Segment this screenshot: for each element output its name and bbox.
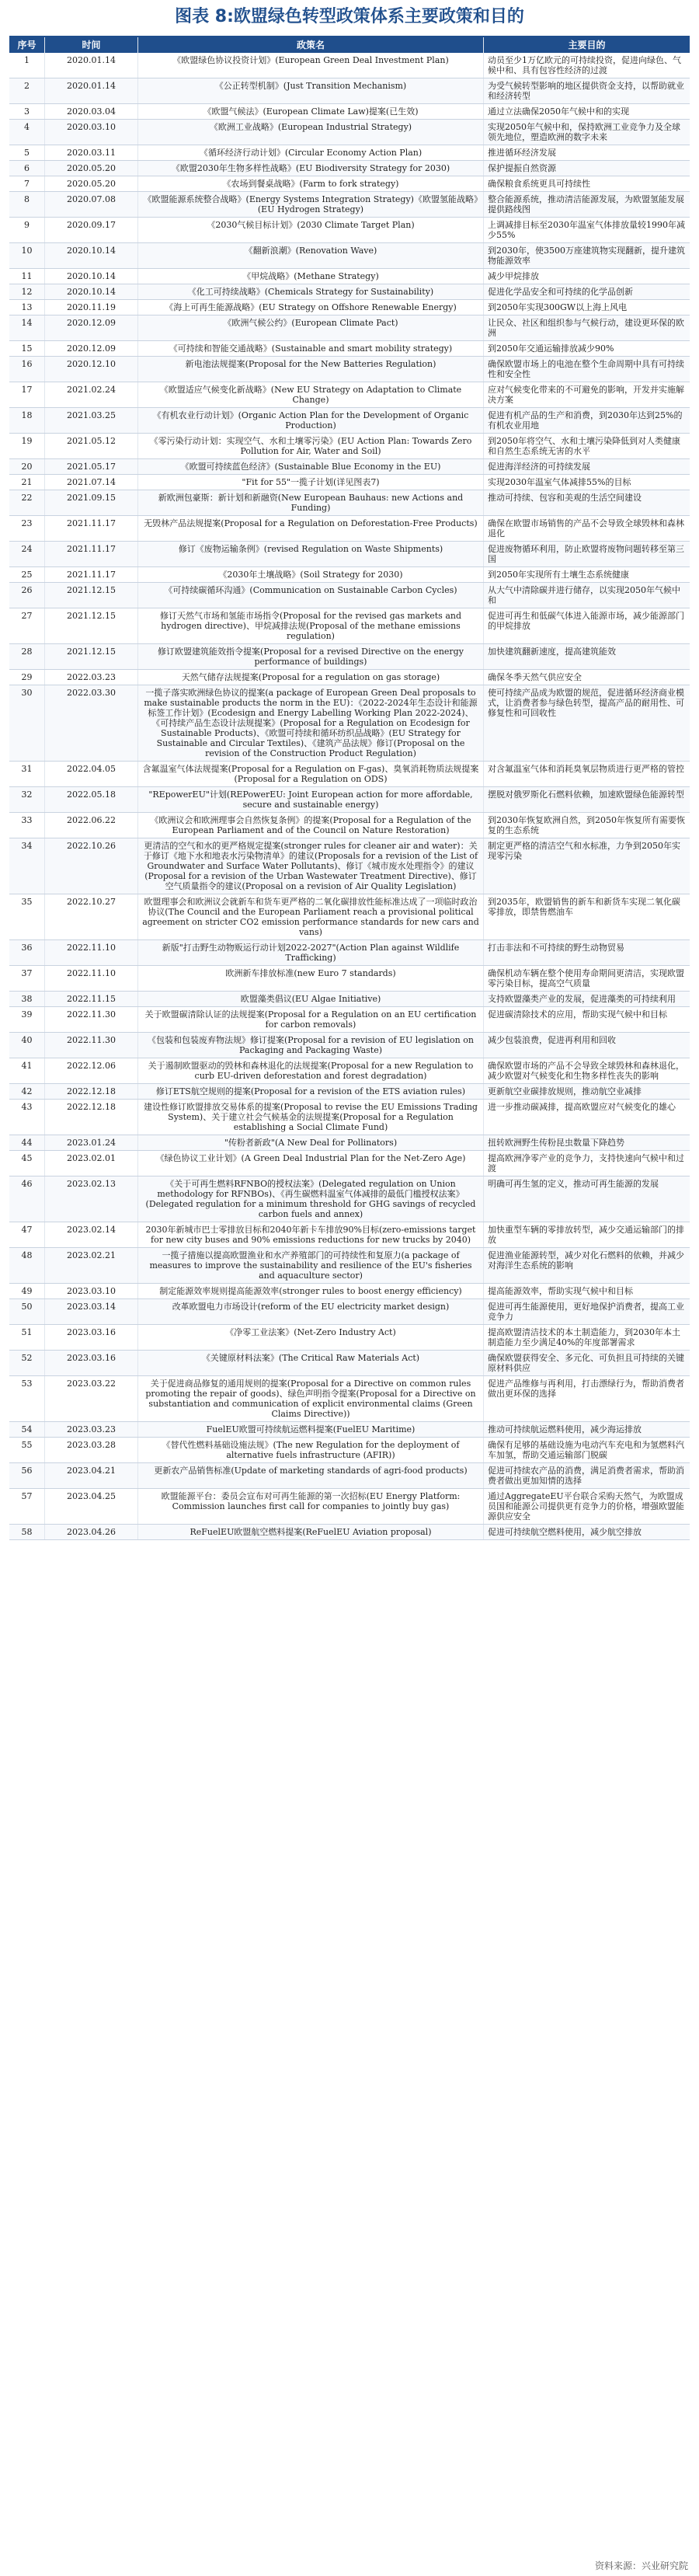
- cell-goal: 促进产品维修与再利用，打击漂绿行为，帮助消费者做出更环保的选择: [488, 1379, 684, 1399]
- cell-goal: 到2030年恢复欧洲自然，到2050年恢复所有需要恢复的生态系统: [488, 815, 685, 835]
- cell-no: 18: [9, 408, 45, 433]
- cell-goal: 推动可持续、包容和美观的生活空间建设: [488, 493, 642, 503]
- table-row: [9, 966, 690, 992]
- table-row: [9, 475, 690, 490]
- cell-no: 44: [9, 1135, 45, 1150]
- table-row: [9, 762, 690, 787]
- table-row: [9, 685, 690, 762]
- cell-goal: 提高能源效率，帮助实现气候中和目标: [488, 1286, 633, 1296]
- cell-goal: 确保有足够的基础设施为电动汽车充电和为氢燃料汽车加氢，帮助交通运输部门脱碳: [488, 1440, 684, 1460]
- cell-goal: 到2050年实现300GW以上海上风电: [488, 302, 628, 312]
- cell-date: 2023.03.14: [45, 1299, 138, 1324]
- cell-no: 28: [9, 644, 45, 669]
- cell-date: 2021.05.17: [45, 459, 138, 474]
- cell-no: 45: [9, 1151, 45, 1176]
- cell-no: 15: [9, 341, 45, 356]
- cell-date: 2020.01.14: [45, 78, 138, 103]
- cell-goal: 加快建筑翻新速度，提高建筑能效: [488, 647, 616, 657]
- cell-date: 2023.03.23: [45, 1422, 138, 1437]
- table-row: [9, 608, 690, 644]
- cell-goal: 推动可持续航运燃料使用，减少海运排放: [488, 1424, 642, 1434]
- cell-no: 51: [9, 1325, 45, 1350]
- cell-date: 2022.05.18: [45, 787, 138, 812]
- cell-no: 27: [9, 608, 45, 643]
- cell-no: 11: [9, 269, 45, 284]
- cell-policy: 《甲烷战略》(Methane Strategy): [138, 269, 484, 284]
- table-row: [9, 1135, 690, 1151]
- cell-no: 55: [9, 1438, 45, 1462]
- table-row: [9, 1376, 690, 1422]
- cell-date: 2020.05.20: [45, 161, 138, 176]
- cell-no: 38: [9, 992, 45, 1006]
- cell-policy: 2030年新城市巴士零排放目标和2040年新卡车排放90%目标(zero-emissions target for new city buses and 90% emissions reductions for new trucks by 2040): [138, 1222, 484, 1247]
- cell-goal: 减少甲烷排放: [488, 271, 539, 281]
- cell-goal: 支持欧盟藻类产业的发展，促进藻类的可持续利用: [488, 994, 676, 1004]
- table-row: [9, 53, 690, 78]
- cell-date: 2022.12.06: [45, 1058, 138, 1083]
- table-row: [9, 382, 690, 408]
- cell-goal: 促进废物循环利用，防止欧盟将废物问题转移至第三国: [488, 544, 684, 564]
- cell-no: 13: [9, 300, 45, 315]
- cell-policy: 新电池法规提案(Proposal for the New Batteries Regulation): [138, 357, 484, 382]
- cell-policy: 关于促进商品修复的通用规则的提案(Proposal for a Directive on common rules promoting the repair of goods)、绿色声明指令提案(Proposal for a Directive on substantiation and communication of explicit environmental claims (Green Claims Directive)): [138, 1376, 484, 1421]
- policy-table: [9, 36, 690, 1540]
- cell-goal: 促进可持续农产品的消费，满足消费者需求，帮助消费者做出更加知情的选择: [488, 1466, 684, 1486]
- cell-no: 48: [9, 1248, 45, 1283]
- table-row: [9, 1084, 690, 1100]
- table-row: [9, 838, 690, 894]
- cell-goal: 对含氟温室气体和消耗臭氧层物质进行更严格的管控: [488, 764, 684, 774]
- cell-goal: 促进海洋经济的可持续发展: [488, 462, 590, 472]
- cell-date: 2022.12.18: [45, 1100, 138, 1135]
- cell-date: 2020.12.10: [45, 357, 138, 382]
- table-row: [9, 300, 690, 315]
- table-row: [9, 992, 690, 1007]
- cell-no: 56: [9, 1463, 45, 1488]
- cell-date: 2020.10.14: [45, 243, 138, 268]
- cell-date: 2022.11.10: [45, 940, 138, 965]
- cell-date: 2023.02.14: [45, 1222, 138, 1247]
- cell-policy: 《海上可再生能源战略》(EU Strategy on Offshore Renewable Energy): [138, 300, 484, 315]
- cell-policy: 《欧盟气候法》(European Climate Law)提案(已生效): [138, 104, 484, 119]
- cell-date: 2020.09.17: [45, 218, 138, 242]
- cell-goal: 促进渔业能源转型，减少对化石燃料的依赖，并减少对海洋生态系统的影响: [488, 1250, 684, 1271]
- cell-date: 2022.03.30: [45, 685, 138, 761]
- cell-policy: "REpowerEU"计划(REPowerEU: Joint European action for more affordable, secure and sustainable energy): [138, 787, 484, 812]
- cell-goal: 提高欧盟清洁技术的本土制造能力，到2030年本土制造能力至少满足40%的年度部署需求: [488, 1327, 680, 1347]
- table-row: [9, 813, 690, 838]
- table-row: [9, 1489, 690, 1525]
- cell-no: 42: [9, 1084, 45, 1099]
- table-row: [9, 1325, 690, 1351]
- cell-date: 2023.03.10: [45, 1284, 138, 1298]
- cell-policy: 欧盟理事会和欧洲议会就新车和货车更严格的二氧化碳排放性能标准达成了一项临时政治协议(The Council and the European Parliament reach a provisional political agreement on stricter CO2 emission performance standards for new cars and vans): [138, 894, 484, 939]
- cell-no: 9: [9, 218, 45, 242]
- cell-policy: 《公正转型机制》(Just Transition Mechanism): [138, 78, 484, 103]
- cell-policy: 改革欧盟电力市场设计(reform of the EU electricity market design): [138, 1299, 484, 1324]
- cell-goal: 到2050年将空气、水和土壤污染降低到对人类健康和自然生态系统无害的水平: [488, 436, 680, 456]
- cell-no: 34: [9, 838, 45, 894]
- table-row: [9, 176, 690, 192]
- cell-policy: 《可持续和智能交通战略》(Sustainable and smart mobility strategy): [138, 341, 484, 356]
- cell-goal: 促进可持续航空燃料使用，减少航空排放: [488, 1527, 642, 1537]
- table-row: [9, 542, 690, 567]
- cell-no: 12: [9, 284, 45, 299]
- table-row: [9, 1351, 690, 1376]
- cell-goal: 到2050年实现所有土壤生态系统健康: [488, 570, 629, 580]
- cell-no: 54: [9, 1422, 45, 1437]
- table-row: [9, 161, 690, 176]
- cell-policy: 一揽子落实欧洲绿色协议的提案(a package of European Green Deal proposals to make sustainable products the norm in the EU)：《2022-2024年生态设计和能源标签工作计划》(Ecodesign and Energy Labelling Working Plan 2022-2024)、《可持续产品生态设计法规提案》(Proposal for a Regulation on Ecodesign for Sustainable Products)、《欧盟可持续和循环纺织品战略》(EU Strategy for Sustainable and Circular Textiles)、《建筑产品法规》修订(Proposal on the revision of the Construction Product Regulation): [138, 685, 484, 761]
- table-row: [9, 1463, 690, 1489]
- table-row: [9, 78, 690, 104]
- table-row: [9, 1422, 690, 1438]
- cell-policy: 欧盟藻类倡议(EU Algae Initiative): [138, 992, 484, 1006]
- cell-policy: 《关键原材料法案》(The Critical Raw Materials Act): [138, 1351, 484, 1375]
- table-row: [9, 1284, 690, 1299]
- cell-policy: 《欧洲气候公约》(European Climate Pact): [138, 315, 484, 340]
- cell-date: 2020.05.20: [45, 176, 138, 191]
- cell-date: 2021.11.17: [45, 542, 138, 566]
- cell-no: 25: [9, 567, 45, 582]
- cell-policy: 关于欧盟碳清除认证的法规提案(Proposal for a Regulation on an EU certification for carbon removals): [138, 1007, 484, 1032]
- cell-policy: 制定能源效率规则提高能源效率(stronger rules to boost energy efficiency): [138, 1284, 484, 1298]
- cell-goal: 确保机动车辆在整个使用寿命期间更清洁，实现欧盟零污染目标，提高空气质量: [488, 968, 684, 988]
- cell-goal: 确保冬季天然气供应安全: [488, 672, 582, 682]
- cell-policy: 更清洁的空气和水的更严格规定提案(stronger rules for cleaner air and water)：关于修订《地下水和地表水污染物清单》的建议(Proposals for a revision of the List of Groundwater and Surface Water Pollutants)、修订《城市废水处理指令》的建议(Proposal for a revision of the Urban Wastewater Treatment Directive)、修订空气质量指令的建议(Proposal on a revision of Air Quality Legislation): [138, 838, 484, 894]
- cell-goal: 扭转欧洲野生传粉昆虫数量下降趋势: [488, 1138, 624, 1148]
- cell-policy: 欧盟能源平台：委员会宣布对可再生能源的第一次招标(EU Energy Platform: Commission launches first call for companies to jointly buy gas): [138, 1489, 484, 1524]
- cell-goal: 加快重型车辆的零排放转型，减少交通运输部门的排放: [488, 1225, 684, 1245]
- cell-date: 2022.04.05: [45, 762, 138, 786]
- table-row: [9, 408, 690, 434]
- table-row: [9, 1007, 690, 1033]
- cell-no: 23: [9, 516, 45, 541]
- cell-policy: 《净零工业法案》(Net-Zero Industry Act): [138, 1325, 484, 1350]
- cell-date: 2020.12.09: [45, 341, 138, 356]
- cell-no: 7: [9, 176, 45, 191]
- cell-no: 16: [9, 357, 45, 382]
- cell-date: 2022.11.15: [45, 992, 138, 1006]
- cell-date: 2020.03.11: [45, 145, 138, 160]
- cell-goal: 确保粮食系统更具可持续性: [488, 179, 590, 189]
- cell-date: 2023.04.25: [45, 1489, 138, 1524]
- cell-policy: 修订欧盟建筑能效指令提案(Proposal for a revised Directive on the energy performance of buildings): [138, 644, 484, 669]
- cell-goal: 通过AggregateEU平台联合采购天然气，为欧盟成员国和能源公司提供更有竞争力的价格，增强欧盟能源供应安全: [488, 1491, 684, 1522]
- cell-policy: 《化工可持续战略》(Chemicals Strategy for Sustainability): [138, 284, 484, 299]
- table-row: [9, 567, 690, 583]
- cell-date: 2020.10.14: [45, 284, 138, 299]
- cell-date: 2023.01.24: [45, 1135, 138, 1150]
- cell-policy: 《循环经济行动计划》(Circular Economy Action Plan): [138, 145, 484, 160]
- table-row: [9, 940, 690, 966]
- header-date: 时间: [45, 37, 138, 53]
- cell-no: 41: [9, 1058, 45, 1083]
- cell-policy: 《关于可再生燃料RFNBO的授权法案》(Delegated regulation on Union methodology for RFNBOs)、《再生碳燃料温室气体减排的最低门槛授权法案》(Delegated regulation for a minimum threshold for GHG savings of recycled carbon fuels and annex): [138, 1176, 484, 1222]
- cell-date: 2021.07.14: [45, 475, 138, 490]
- cell-date: 2022.03.23: [45, 670, 138, 685]
- cell-no: 31: [9, 762, 45, 786]
- cell-no: 40: [9, 1033, 45, 1058]
- cell-policy: 新欧洲包豪斯：新计划和新融资(New European Bauhaus: new Actions and Funding): [138, 490, 484, 515]
- page-title: 图表 8:欧盟绿色转型政策体系主要政策和目的: [175, 7, 524, 26]
- cell-date: 2020.03.10: [45, 120, 138, 145]
- table-row: [9, 1058, 690, 1084]
- cell-goal: 整合能源系统，推动清洁能源发展，为欧盟氢能发展提供路线图: [488, 194, 684, 214]
- table-row: [9, 192, 690, 218]
- cell-date: 2020.10.14: [45, 269, 138, 284]
- cell-no: 2: [9, 78, 45, 103]
- cell-no: 4: [9, 120, 45, 145]
- cell-goal: 使可持续产品成为欧盟的规范，促进循环经济商业模式，让消费者参与绿色转型，提高产品的耐用性、可修复性和可回收性: [488, 688, 684, 718]
- cell-no: 22: [9, 490, 45, 515]
- cell-policy: "传粉者新政"(A New Deal for Pollinators): [138, 1135, 484, 1150]
- cell-policy: 《可持续碳循环沟通》(Communication on Sustainable Carbon Cycles): [138, 583, 484, 608]
- cell-policy: 《欧洲工业战略》(European Industrial Strategy): [138, 120, 484, 145]
- cell-policy: 一揽子措施以提高欧盟渔业和水产养殖部门的可持续性和复原力(a package of measures to improve the sustainability and resilience of the EU's fisheries and aquaculture sector): [138, 1248, 484, 1283]
- cell-no: 39: [9, 1007, 45, 1032]
- cell-policy: 《有机农业行动计划》(Organic Action Plan for the Development of Organic Production): [138, 408, 484, 433]
- cell-goal: 到2050年交通运输排放减少90%: [488, 343, 614, 354]
- cell-date: 2023.03.16: [45, 1325, 138, 1350]
- table-row: [9, 1248, 690, 1284]
- cell-goal: 实现2050年气候中和，保持欧洲工业竞争力及全球领先地位，塑造欧洲的数字未来: [488, 122, 680, 142]
- cell-date: 2021.09.15: [45, 490, 138, 515]
- table-row: [9, 1176, 690, 1222]
- cell-goal: 确保在欧盟市场销售的产品不会导致全球毁林和森林退化: [488, 518, 684, 539]
- table-row: [9, 243, 690, 269]
- cell-goal: 让民众、社区和组织参与气候行动，建设更环保的欧洲: [488, 318, 684, 338]
- table-row: [9, 1222, 690, 1248]
- cell-goal: 进一步推动碳减排，提高欧盟应对气候变化的雄心: [488, 1102, 676, 1112]
- cell-goal: 为受气候转型影响的地区提供资金支持，以帮助就业和经济转型: [488, 81, 684, 101]
- cell-no: 1: [9, 53, 45, 78]
- table-row: [9, 341, 690, 357]
- table-row: [9, 894, 690, 940]
- table-row: [9, 1525, 690, 1540]
- cell-policy: 《零污染行动计划：实现空气、水和土壤零污染》(EU Action Plan: Towards Zero Pollution for Air, Water and Soil): [138, 434, 484, 458]
- cell-goal: 促进碳清除技术的应用，帮助实现气候中和目标: [488, 1009, 667, 1020]
- cell-date: 2023.02.01: [45, 1151, 138, 1176]
- cell-goal: 确保欧盟市场上的电池在整个生命周期中具有可持续性和安全性: [488, 359, 684, 379]
- cell-goal: 到2030年，使3500万座建筑物实现翻新，提升建筑物能源效率: [488, 246, 685, 266]
- cell-date: 2022.11.30: [45, 1007, 138, 1032]
- source-note: 资料来源：兴业研究院: [594, 2560, 688, 2571]
- cell-no: 5: [9, 145, 45, 160]
- cell-date: 2022.06.22: [45, 813, 138, 838]
- cell-policy: 《绿色协议工业计划》(A Green Deal Industrial Plan for the Net-Zero Age): [138, 1151, 484, 1176]
- cell-date: 2023.02.21: [45, 1248, 138, 1283]
- cell-date: 2022.11.10: [45, 966, 138, 991]
- header-goal: 主要目的: [568, 40, 606, 51]
- cell-goal: 促进有机产品的生产和消费，到2030年达到25%的有机农业用地: [488, 410, 683, 430]
- cell-date: 2021.02.24: [45, 382, 138, 407]
- cell-policy: 无毁林产品法规提案(Proposal for a Regulation on Deforestation-Free Products): [138, 516, 484, 541]
- cell-policy: 《2030气候目标计划》(2030 Climate Target Plan): [138, 218, 484, 242]
- cell-no: 35: [9, 894, 45, 939]
- cell-date: 2023.03.22: [45, 1376, 138, 1421]
- cell-date: 2021.12.15: [45, 644, 138, 669]
- cell-date: 2023.03.16: [45, 1351, 138, 1375]
- table-row: [9, 583, 690, 608]
- table-row: [9, 670, 690, 685]
- header-no: 序号: [9, 37, 45, 53]
- cell-date: 2022.12.18: [45, 1084, 138, 1099]
- cell-no: 32: [9, 787, 45, 812]
- cell-no: 8: [9, 192, 45, 217]
- cell-date: 2021.12.15: [45, 583, 138, 608]
- table-row: [9, 1438, 690, 1463]
- cell-date: 2021.12.15: [45, 608, 138, 643]
- cell-date: 2020.12.09: [45, 315, 138, 340]
- cell-policy: 修订天然气市场和氢能市场指令(Proposal for the revised gas markets and hydrogen directive)、甲烷减排法规(Proposal of the methane emissions regulation): [138, 608, 484, 643]
- cell-no: 36: [9, 940, 45, 965]
- cell-policy: 修订《废物运输条例》(revised Regulation on Waste Shipments): [138, 542, 484, 566]
- table-row: [9, 1151, 690, 1176]
- table-row: [9, 1100, 690, 1135]
- table-row: [9, 269, 690, 284]
- cell-no: 49: [9, 1284, 45, 1298]
- cell-date: 2023.03.28: [45, 1438, 138, 1462]
- cell-date: 2021.11.17: [45, 516, 138, 541]
- cell-no: 33: [9, 813, 45, 838]
- header-policy: 政策名: [138, 37, 484, 53]
- cell-date: 2021.05.12: [45, 434, 138, 458]
- table-row: [9, 104, 690, 120]
- cell-policy: 《欧盟可持续蓝色经济》(Sustainable Blue Economy in the EU): [138, 459, 484, 474]
- cell-goal: 通过立法确保2050年气候中和的实现: [488, 106, 629, 117]
- cell-policy: 《欧盟2030年生物多样性战略》(EU Biodiversity Strategy for 2030): [138, 161, 484, 176]
- cell-no: 6: [9, 161, 45, 176]
- cell-no: 58: [9, 1525, 45, 1539]
- cell-policy: "Fit for 55"一揽子计划(详见图表7): [138, 475, 484, 490]
- cell-policy: 《农场到餐桌战略》(Farm to fork strategy): [138, 176, 484, 191]
- table-row: [9, 120, 690, 145]
- cell-policy: 《包装和包装废弃物法规》修订提案(Proposal for a revision of EU legislation on Packaging and Packaging Waste): [138, 1033, 484, 1058]
- table-row: [9, 516, 690, 542]
- cell-date: 2020.03.04: [45, 104, 138, 119]
- cell-no: 29: [9, 670, 45, 685]
- table-row: [9, 284, 690, 300]
- cell-no: 17: [9, 382, 45, 407]
- cell-policy: 更新农产品销售标准(Update of marketing standards of agri-food products): [138, 1463, 484, 1488]
- table-row: [9, 1033, 690, 1058]
- cell-goal: 更新航空业碳排放规则，推动航空业减排: [488, 1086, 642, 1096]
- cell-no: 37: [9, 966, 45, 991]
- cell-date: 2022.11.30: [45, 1033, 138, 1058]
- cell-policy: FuelEU欧盟可持续航运燃料提案(FuelEU Maritime): [138, 1422, 484, 1437]
- table-row: [9, 434, 690, 459]
- cell-no: 14: [9, 315, 45, 340]
- cell-goal: 促进化学品安全和可持续的化学品创新: [488, 287, 633, 297]
- cell-goal: 到2035年，欧盟销售的新车和新货车实现二氧化碳零排放，即禁售燃油车: [488, 897, 680, 917]
- table-row: [9, 357, 690, 382]
- table-row: [9, 315, 690, 341]
- cell-goal: 促进可再生能源使用，更好地保护消费者，提高工业竞争力: [488, 1302, 684, 1322]
- cell-goal: 打击非法和不可持续的野生动物贸易: [488, 943, 624, 953]
- cell-date: 2023.04.21: [45, 1463, 138, 1488]
- table-body: [9, 53, 690, 1540]
- table-row: [9, 459, 690, 475]
- cell-date: 2023.02.13: [45, 1176, 138, 1222]
- cell-date: 2022.10.26: [45, 838, 138, 894]
- cell-date: 2021.03.25: [45, 408, 138, 433]
- cell-goal: 从大气中清除碳并进行储存，以实现2050年气候中和: [488, 585, 680, 605]
- cell-date: 2020.07.08: [45, 192, 138, 217]
- cell-goal: 保护提振自然资源: [488, 163, 556, 173]
- cell-policy: 建设性修订欧盟排放交易体系的提案(Proposal to revise the EU Emissions Trading System)、关于建立社会气候基金的法规提案(Proposal for a Regulation establishing a Social Climate Fund): [138, 1100, 484, 1135]
- cell-date: 2023.04.26: [45, 1525, 138, 1539]
- cell-no: 47: [9, 1222, 45, 1247]
- cell-policy: 天然气储存法规提案(Proposal for a regulation on gas storage): [138, 670, 484, 685]
- cell-goal: 提高欧洲净零产业的竞争力，支持快速向气候中和过渡: [488, 1153, 684, 1173]
- table-row: [9, 787, 690, 813]
- cell-date: 2021.11.17: [45, 567, 138, 582]
- cell-policy: 《替代性燃料基础设施法规》(The new Regulation for the deployment of alternative fuels infrastructure (AFIR)): [138, 1438, 484, 1462]
- table-row: [9, 1299, 690, 1325]
- cell-policy: 修订ETS航空规则的提案(Proposal for a revision of the ETS aviation rules): [138, 1084, 484, 1099]
- cell-no: 20: [9, 459, 45, 474]
- cell-no: 10: [9, 243, 45, 268]
- cell-policy: 《2030年土壤战略》(Soil Strategy for 2030): [138, 567, 484, 582]
- cell-policy: 《翻新浪潮》(Renovation Wave): [138, 243, 484, 268]
- cell-no: 24: [9, 542, 45, 566]
- table-row: [9, 218, 690, 243]
- cell-goal: 确保欧盟市场的产品不会导致全球毁林和森林退化，减少欧盟对气候变化和生物多样性丧失的影响: [488, 1061, 684, 1081]
- cell-policy: 新版"打击野生动物贩运行动计划2022-2027"(Action Plan against Wildlife Trafficking): [138, 940, 484, 965]
- cell-goal: 上调减排目标至2030年温室气体排放量较1990年减少55%: [488, 220, 685, 240]
- cell-goal: 制定更严格的清洁空气和水标准，力争到2050年实现零污染: [488, 841, 680, 861]
- cell-goal: 实现2030年温室气体减排55%的目标: [488, 477, 631, 487]
- cell-policy: 关于遏制欧盟驱动的毁林和森林退化的法规提案(Proposal for a new Regulation to curb EU-driven deforestation and forest degradation): [138, 1058, 484, 1083]
- cell-policy: 《欧盟适应气候变化新战略》(New EU Strategy on Adaptation to Climate Change): [138, 382, 484, 407]
- cell-policy: 含氟温室气体法规提案(Proposal for a Regulation on F-gas)、臭氧消耗物质法规提案(Proposal for a Regulation on ODS): [138, 762, 484, 786]
- cell-no: 26: [9, 583, 45, 608]
- cell-policy: ReFuelEU欧盟航空燃料提案(ReFuelEU Aviation proposal): [138, 1525, 484, 1539]
- cell-goal: 明确可再生氢的定义，推动可再生能源的发展: [488, 1179, 659, 1189]
- cell-no: 53: [9, 1376, 45, 1421]
- cell-policy: 《欧盟能源系统整合战略》(Energy Systems Integration Strategy)《欧盟氢能战略》(EU Hydrogen Strategy): [138, 192, 484, 217]
- table-row: [9, 490, 690, 516]
- cell-date: 2020.01.14: [45, 53, 138, 78]
- cell-policy: 欧洲新车排放标准(new Euro 7 standards): [138, 966, 484, 991]
- cell-no: 52: [9, 1351, 45, 1375]
- table-row: [9, 145, 690, 161]
- cell-goal: 确保欧盟获得安全、多元化、可负担且可持续的关键原材料供应: [488, 1353, 684, 1373]
- table-header: [9, 37, 690, 53]
- cell-no: 57: [9, 1489, 45, 1524]
- cell-policy: 《欧洲议会和欧洲理事会自然恢复条例》的提案(Proposal for a Regulation of the European Parliament and of the Council on Nature Restoration): [138, 813, 484, 838]
- cell-no: 21: [9, 475, 45, 490]
- cell-policy: 《欧盟绿色协议投资计划》(European Green Deal Investment Plan): [138, 53, 484, 78]
- cell-no: 46: [9, 1176, 45, 1222]
- cell-goal: 应对气候变化带来的不可避免的影响，开发并实施解决方案: [488, 385, 684, 405]
- cell-goal: 促进可再生和低碳气体进入能源市场，减少能源部门的甲烷排放: [488, 611, 684, 631]
- cell-no: 19: [9, 434, 45, 458]
- cell-goal: 推进循环经济发展: [488, 148, 556, 158]
- cell-no: 30: [9, 685, 45, 761]
- table-row: [9, 644, 690, 670]
- cell-no: 3: [9, 104, 45, 119]
- cell-goal: 动员至少1万亿欧元的可持续投资，促进向绿色、气候中和、具有包容性经济的过渡: [488, 55, 681, 75]
- cell-no: 50: [9, 1299, 45, 1324]
- cell-goal: 减少包装浪费，促进再利用和回收: [488, 1035, 616, 1045]
- cell-no: 43: [9, 1100, 45, 1135]
- cell-goal: 摆脱对俄罗斯化石燃料依赖，加速欧盟绿色能源转型: [488, 790, 684, 800]
- cell-date: 2020.11.19: [45, 300, 138, 315]
- cell-date: 2022.10.27: [45, 894, 138, 939]
